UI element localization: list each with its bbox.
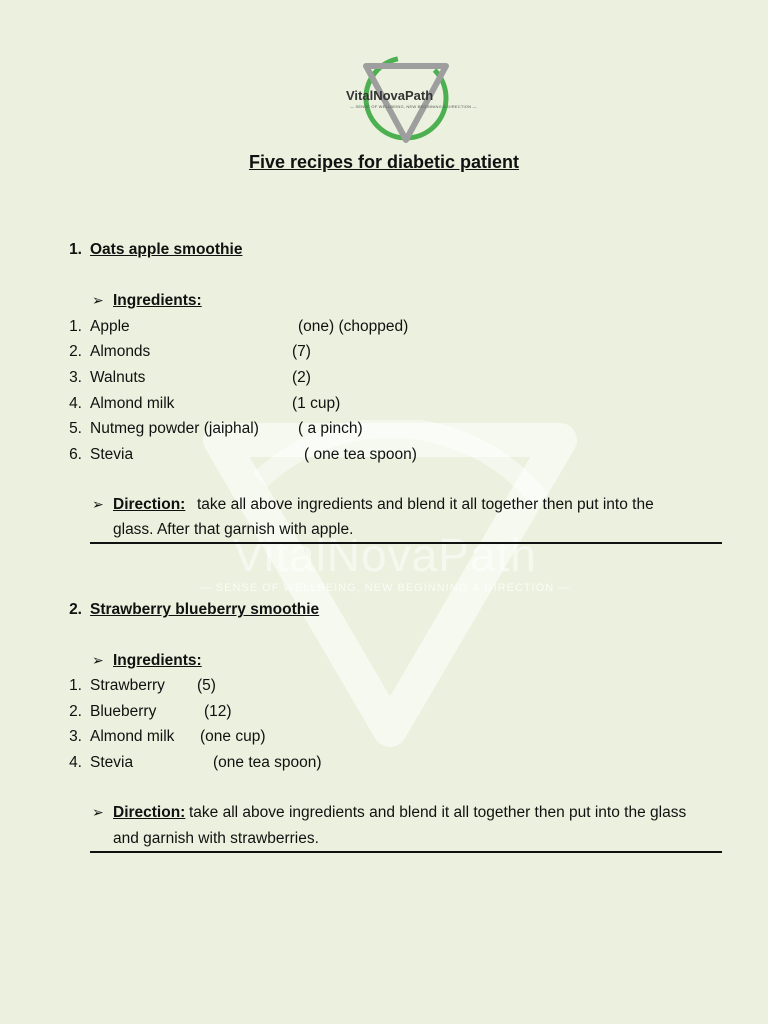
watermark-tagline: — SENSE OF WELLBEING, NEW BEGINNING & DIRECTION — [199, 582, 571, 594]
recipe-name: Oats apple smoothie [90, 241, 243, 258]
recipe-number: 2. [69, 601, 82, 618]
list-number: 3. [69, 728, 82, 745]
ingredient-name: Nutmeg powder (jaiphal) [90, 420, 259, 437]
direction-heading: Direction: [113, 496, 186, 513]
ingredient-name: Almond milk [90, 728, 175, 745]
direction-text: glass. After that garnish with apple. [113, 521, 354, 538]
section-divider [90, 542, 722, 544]
brand-tagline: — SENSE OF WELLBEING, NEW BEGINNING & DIRECTION — [350, 104, 477, 109]
ingredient-name: Apple [90, 318, 130, 335]
ingredient-quantity: (one) (chopped) [298, 318, 409, 335]
ingredient-quantity: (7) [292, 343, 311, 360]
arrow-bullet-icon: ➢ [92, 804, 104, 820]
ingredient-quantity: ( a pinch) [298, 420, 363, 437]
list-number: 2. [69, 703, 82, 720]
recipe-name: Strawberry blueberry smoothie [90, 601, 320, 618]
list-number: 2. [69, 343, 82, 360]
ingredient-name: Almonds [90, 343, 151, 360]
ingredient-quantity: (one tea spoon) [213, 754, 322, 771]
ingredient-quantity: (one cup) [200, 728, 266, 745]
list-number: 5. [69, 420, 82, 437]
ingredient-name: Strawberry [90, 677, 165, 694]
ingredient-name: Stevia [90, 446, 134, 463]
brand-name: VitalNovaPath [346, 88, 434, 103]
ingredient-name: Walnuts [90, 369, 146, 386]
list-number: 6. [69, 446, 82, 463]
direction-text: take all above ingredients and blend it all together then put into the [197, 496, 654, 513]
ingredient-quantity: ( one tea spoon) [304, 446, 417, 463]
ingredient-quantity: (1 cup) [292, 395, 341, 412]
watermark-brand-text: VitalNovaPath [233, 529, 537, 581]
ingredient-quantity: (2) [292, 369, 311, 386]
direction-text: take all above ingredients and blend it all together then put into the glass [189, 804, 687, 821]
ingredient-name: Almond milk [90, 395, 175, 412]
section-divider [90, 851, 722, 853]
ingredients-heading: Ingredients: [113, 292, 202, 309]
recipe-number: 1. [69, 241, 82, 258]
list-number: 1. [69, 318, 82, 335]
ingredient-quantity: (5) [197, 677, 216, 694]
list-number: 1. [69, 677, 82, 694]
page-title: Five recipes for diabetic patient [248, 152, 520, 172]
arrow-bullet-icon: ➢ [92, 496, 104, 512]
direction-heading: Direction: [113, 804, 186, 821]
arrow-bullet-icon: ➢ [92, 652, 104, 668]
list-number: 4. [69, 754, 82, 771]
ingredient-name: Stevia [90, 754, 134, 771]
ingredient-quantity: (12) [204, 703, 232, 720]
ingredient-name: Blueberry [90, 703, 157, 720]
direction-text: and garnish with strawberries. [113, 830, 319, 847]
ingredients-heading: Ingredients: [113, 652, 202, 669]
list-number: 4. [69, 395, 82, 412]
list-number: 3. [69, 369, 82, 386]
arrow-bullet-icon: ➢ [92, 292, 104, 308]
